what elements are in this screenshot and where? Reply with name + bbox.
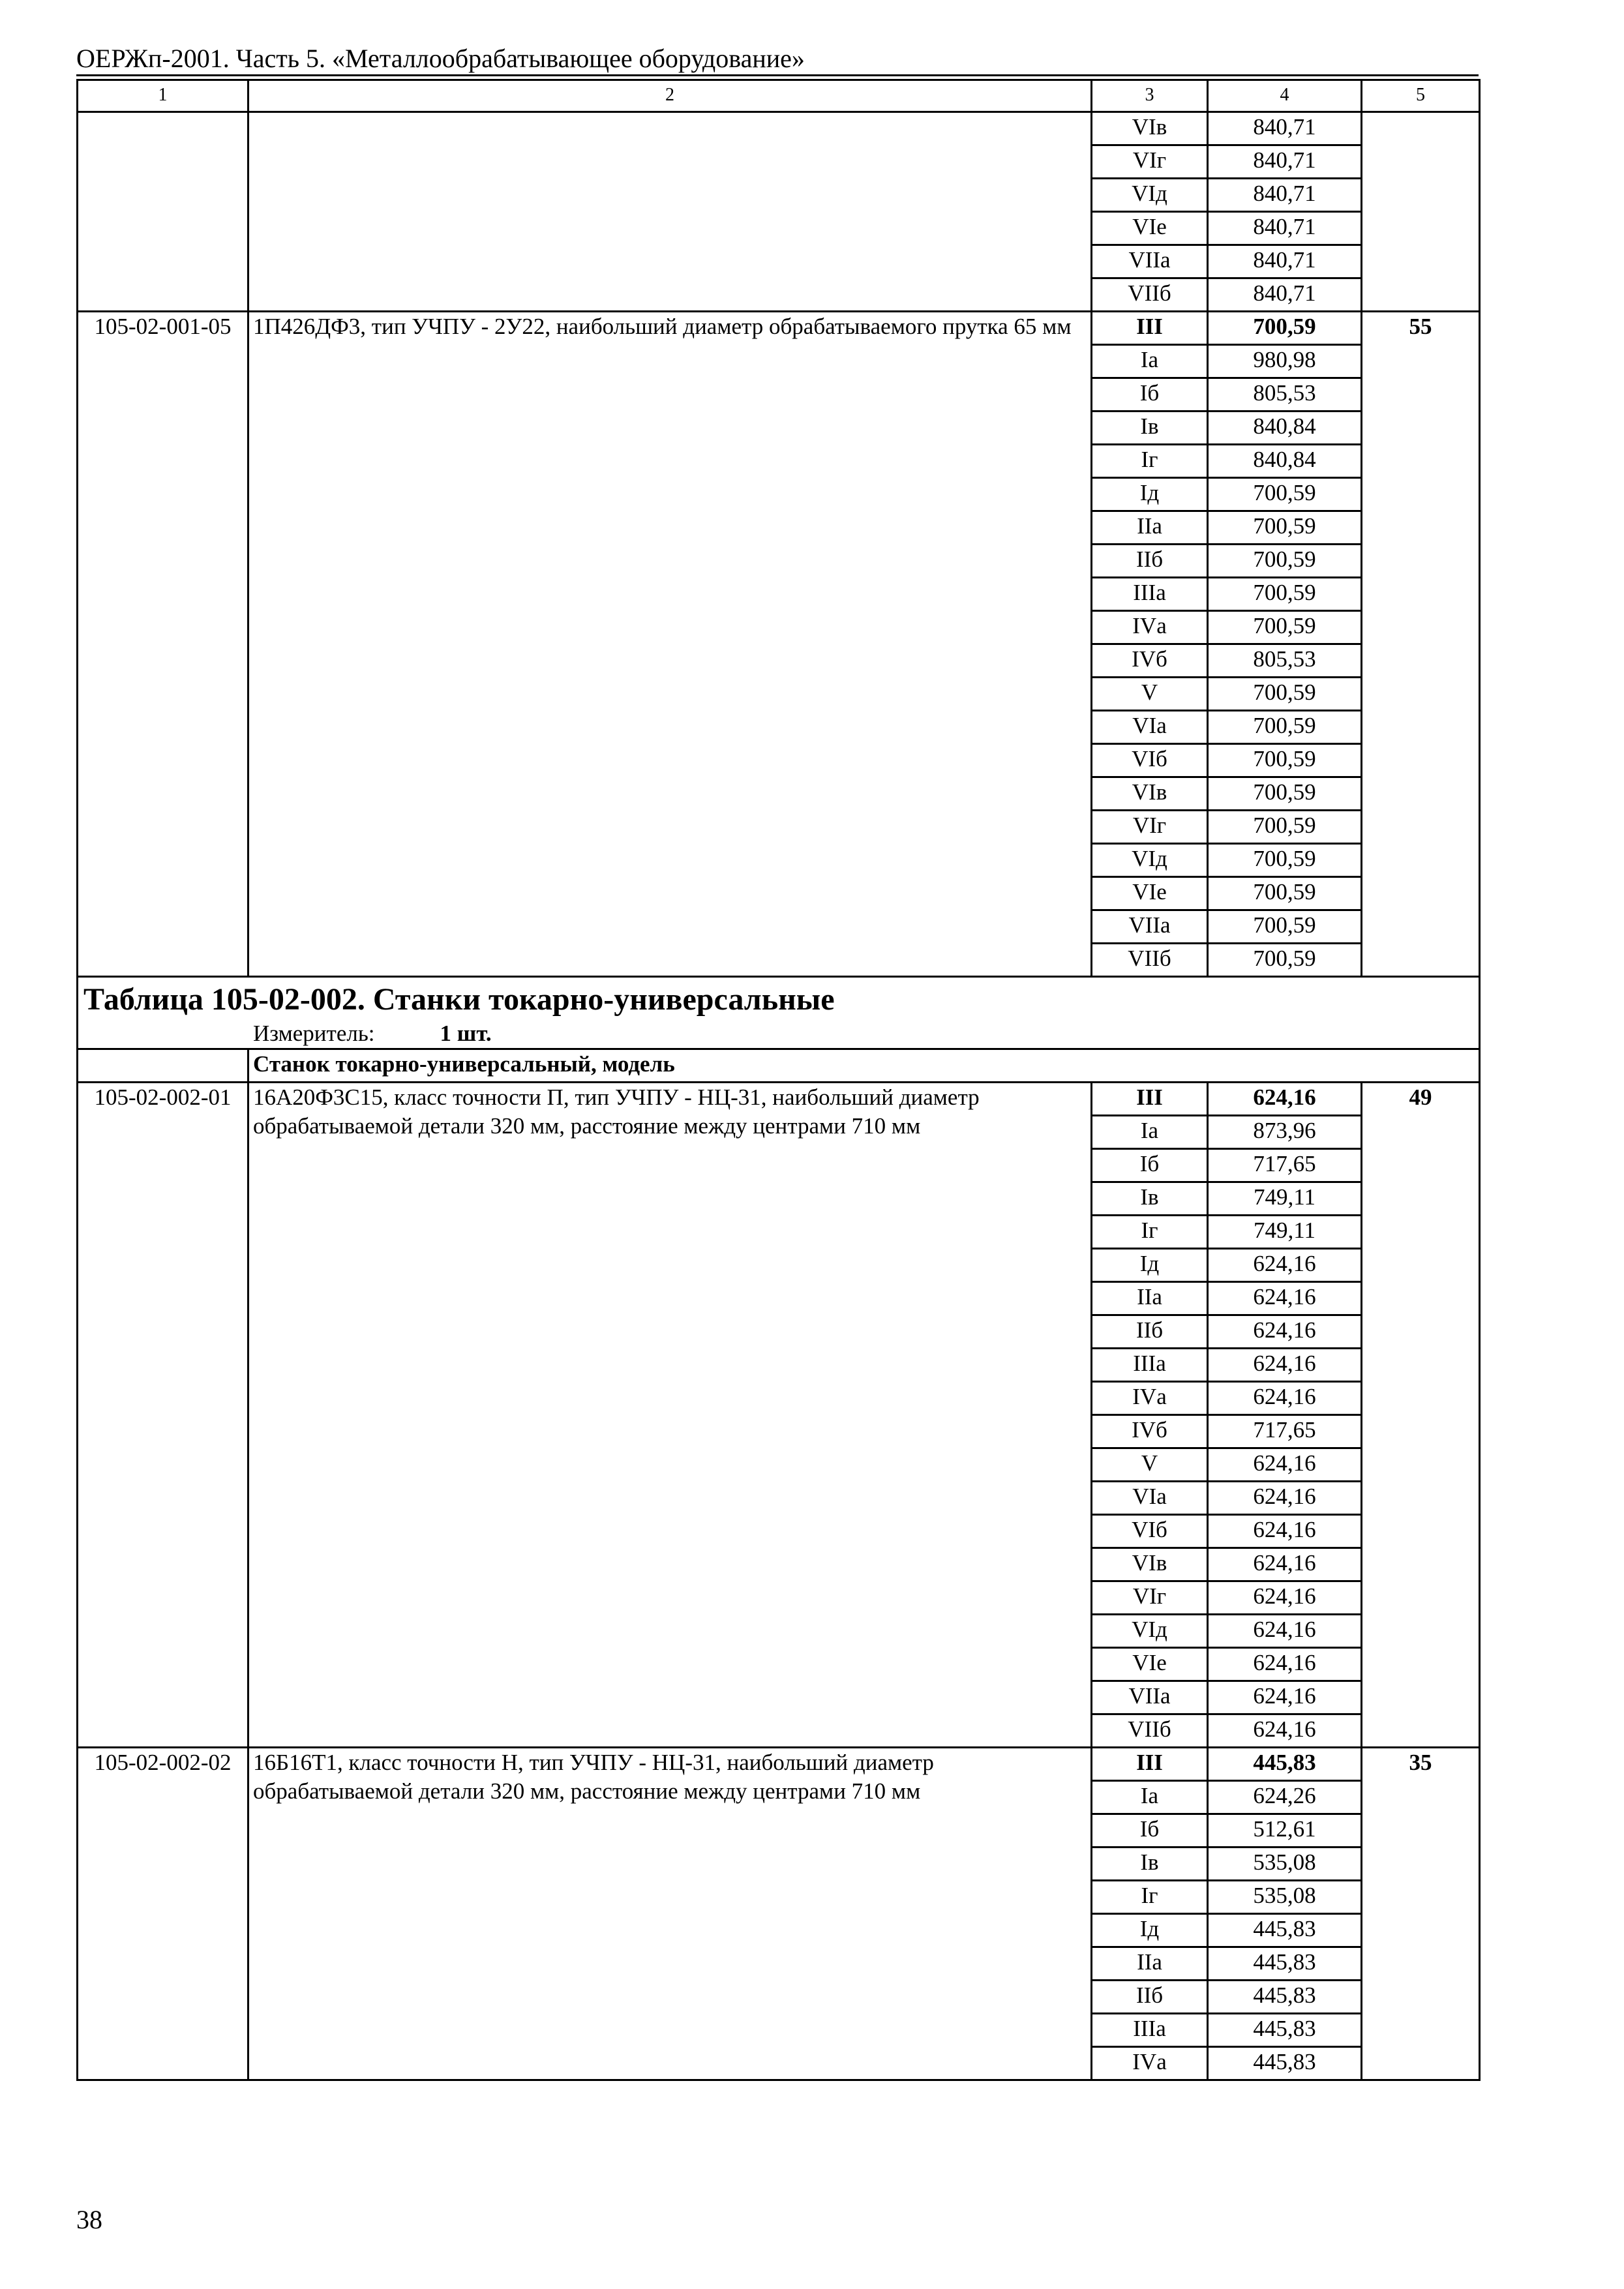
territory-class: VIг: [1092, 811, 1208, 844]
price-value: 840,71: [1208, 278, 1362, 312]
territory-class: IIа: [1092, 1282, 1208, 1315]
territory-class: VIг: [1092, 1581, 1208, 1615]
territory-class: Iг: [1092, 1881, 1208, 1914]
price-value: 717,65: [1208, 1149, 1362, 1182]
price-value: 980,98: [1208, 345, 1362, 378]
territory-class: VIа: [1092, 1482, 1208, 1515]
group-code-empty: [78, 1049, 248, 1083]
item-code: 105-02-001-05: [78, 312, 248, 977]
price-value: 873,96: [1208, 1116, 1362, 1149]
column-number: 2: [248, 80, 1092, 112]
price-value: 840,71: [1208, 145, 1362, 179]
item-code: 105-02-002-01: [78, 1083, 248, 1748]
table-row: [78, 1083, 1480, 1116]
price-value: 700,59: [1208, 545, 1362, 578]
price-value: 624,16: [1208, 1515, 1362, 1548]
territory-class: IIIа: [1092, 1349, 1208, 1382]
price-value: 840,84: [1208, 445, 1362, 478]
territory-class: VIб: [1092, 1515, 1208, 1548]
price-value: 840,71: [1208, 245, 1362, 278]
table-body: [78, 80, 1480, 2080]
territory-class: IIб: [1092, 545, 1208, 578]
page-number: 38: [76, 2205, 102, 2234]
column-number: 3: [1092, 80, 1208, 112]
price-value: 700,59: [1208, 777, 1362, 811]
territory-class: Iв: [1092, 1182, 1208, 1216]
price-value: 624,16: [1208, 1482, 1362, 1515]
territory-class: VIе: [1092, 1648, 1208, 1681]
unit-cell: [78, 1019, 1480, 1049]
territory-class: VIIа: [1092, 245, 1208, 278]
column-number: 5: [1362, 80, 1480, 112]
territory-class: IVб: [1092, 1415, 1208, 1448]
item-column-5: 55: [1362, 312, 1480, 977]
price-value: 749,11: [1208, 1216, 1362, 1249]
territory-class: Iг: [1092, 1216, 1208, 1249]
item-description: 16Б16Т1, класс точности Н, тип УЧПУ - НЦ-31, наибольший диаметр обрабатываемой детали 320 мм, расстояние между центрами 710 мм: [248, 1748, 1092, 2080]
territory-class: VIб: [1092, 744, 1208, 777]
price-value: 624,16: [1208, 1382, 1362, 1415]
territory-class: VIе: [1092, 877, 1208, 910]
item-code-empty: [78, 112, 248, 312]
unit-value: 1 шт.: [440, 1021, 492, 1046]
price-value: 717,65: [1208, 1415, 1362, 1448]
territory-class: VIIб: [1092, 1714, 1208, 1748]
price-value: 700,59: [1208, 511, 1362, 545]
territory-class: V: [1092, 678, 1208, 711]
price-value: 700,59: [1208, 744, 1362, 777]
column-number: 4: [1208, 80, 1362, 112]
territory-class: IIIа: [1092, 2014, 1208, 2047]
territory-class: VIг: [1092, 145, 1208, 179]
price-value: 624,16: [1208, 1315, 1362, 1349]
territory-class: IVб: [1092, 644, 1208, 678]
unit-label: Измеритель:: [253, 1021, 375, 1046]
price-value: 445,83: [1208, 1748, 1362, 1781]
territory-class: VIIб: [1092, 944, 1208, 977]
price-value: 445,83: [1208, 1914, 1362, 1947]
page-header: ОЕРЖп-2001. Часть 5. «Металлообрабатывающее оборудование»: [76, 40, 1479, 76]
group-title: Станок токарно-универсальный, модель: [248, 1049, 1480, 1083]
territory-class: Iг: [1092, 445, 1208, 478]
territory-class: IIа: [1092, 1947, 1208, 1981]
territory-class: Iа: [1092, 1781, 1208, 1814]
item-description-empty: [248, 112, 1092, 312]
territory-class: Iб: [1092, 378, 1208, 411]
price-value: 624,16: [1208, 1615, 1362, 1648]
price-value: 700,59: [1208, 944, 1362, 977]
territory-class: Iа: [1092, 1116, 1208, 1149]
price-value: 624,16: [1208, 1249, 1362, 1282]
price-value: 700,59: [1208, 910, 1362, 944]
item-column-5: 49: [1362, 1083, 1480, 1748]
unit-row: [78, 1019, 1480, 1049]
territory-class: Iв: [1092, 1848, 1208, 1881]
item-description: 16А20Ф3С15, класс точности П, тип УЧПУ - НЦ-31, наибольший диаметр обрабатываемой детали 320 мм, расстояние между центрами 710 мм: [248, 1083, 1092, 1748]
price-value: 700,59: [1208, 312, 1362, 345]
price-value: 700,59: [1208, 478, 1362, 511]
territory-class: VIд: [1092, 1615, 1208, 1648]
territory-class: VIв: [1092, 1548, 1208, 1581]
price-value: 700,59: [1208, 678, 1362, 711]
territory-class: VIе: [1092, 212, 1208, 245]
price-value: 700,59: [1208, 711, 1362, 744]
territory-class: VIв: [1092, 777, 1208, 811]
territory-class: VIIб: [1092, 278, 1208, 312]
territory-class: V: [1092, 1448, 1208, 1482]
price-value: 840,71: [1208, 212, 1362, 245]
price-value: 445,83: [1208, 2047, 1362, 2080]
column-number: 1: [78, 80, 248, 112]
price-value: 624,16: [1208, 1581, 1362, 1615]
group-row: [78, 1049, 1480, 1083]
price-value: 700,59: [1208, 844, 1362, 877]
price-value: 700,59: [1208, 611, 1362, 644]
territory-class: IVа: [1092, 1382, 1208, 1415]
price-value: 700,59: [1208, 811, 1362, 844]
territory-class: Iб: [1092, 1814, 1208, 1848]
price-value: 624,16: [1208, 1282, 1362, 1315]
price-value: 624,16: [1208, 1548, 1362, 1581]
price-value: 624,16: [1208, 1448, 1362, 1482]
territory-class: Iа: [1092, 345, 1208, 378]
territory-class: Iв: [1092, 411, 1208, 445]
price-value: 749,11: [1208, 1182, 1362, 1216]
territory-class: Iд: [1092, 1914, 1208, 1947]
price-value: 624,16: [1208, 1083, 1362, 1116]
territory-class: VIд: [1092, 844, 1208, 877]
territory-class: IVа: [1092, 2047, 1208, 2080]
territory-class: IVа: [1092, 611, 1208, 644]
price-value: 624,16: [1208, 1349, 1362, 1382]
price-value: 445,83: [1208, 1947, 1362, 1981]
price-value: 512,61: [1208, 1814, 1362, 1848]
territory-class: Iд: [1092, 1249, 1208, 1282]
item-column-5: 35: [1362, 1748, 1480, 2080]
territory-class: IIа: [1092, 511, 1208, 545]
territory-class: Iд: [1092, 478, 1208, 511]
price-value: 624,16: [1208, 1681, 1362, 1714]
unit-line: [82, 1019, 1475, 1048]
column-number-row: [78, 80, 1480, 112]
price-value: 445,83: [1208, 1981, 1362, 2014]
territory-class: IIIа: [1092, 578, 1208, 611]
price-value: 840,71: [1208, 179, 1362, 212]
price-value: 535,08: [1208, 1881, 1362, 1914]
table-row: [78, 112, 1480, 145]
table-title: Таблица 105-02-002. Станки токарно-универсальные: [83, 982, 835, 1017]
territory-class: IIб: [1092, 1315, 1208, 1349]
price-table: [76, 79, 1481, 2081]
price-value: 535,08: [1208, 1848, 1362, 1881]
territory-class: VIIа: [1092, 1681, 1208, 1714]
table-row: [78, 312, 1480, 345]
table-title-row: [78, 977, 1480, 1020]
price-value: 840,71: [1208, 112, 1362, 145]
price-value: 700,59: [1208, 578, 1362, 611]
territory-class: III: [1092, 312, 1208, 345]
table-title-cell: [78, 977, 1480, 1020]
territory-class: VIIа: [1092, 910, 1208, 944]
price-value: 805,53: [1208, 644, 1362, 678]
territory-class: VIд: [1092, 179, 1208, 212]
territory-class: III: [1092, 1748, 1208, 1781]
item-column-5-empty: [1362, 112, 1480, 312]
territory-class: IIб: [1092, 1981, 1208, 2014]
price-value: 700,59: [1208, 877, 1362, 910]
price-value: 840,84: [1208, 411, 1362, 445]
price-value: 445,83: [1208, 2014, 1362, 2047]
item-code: 105-02-002-02: [78, 1748, 248, 2080]
price-value: 624,26: [1208, 1781, 1362, 1814]
territory-class: VIв: [1092, 112, 1208, 145]
territory-class: III: [1092, 1083, 1208, 1116]
item-description: 1П426ДФ3, тип УЧПУ - 2У22, наибольший диаметр обрабатываемого прутка 65 мм: [248, 312, 1092, 977]
price-value: 624,16: [1208, 1648, 1362, 1681]
territory-class: VIа: [1092, 711, 1208, 744]
territory-class: Iб: [1092, 1149, 1208, 1182]
table-row: [78, 1748, 1480, 1781]
price-value: 805,53: [1208, 378, 1362, 411]
price-value: 624,16: [1208, 1714, 1362, 1748]
